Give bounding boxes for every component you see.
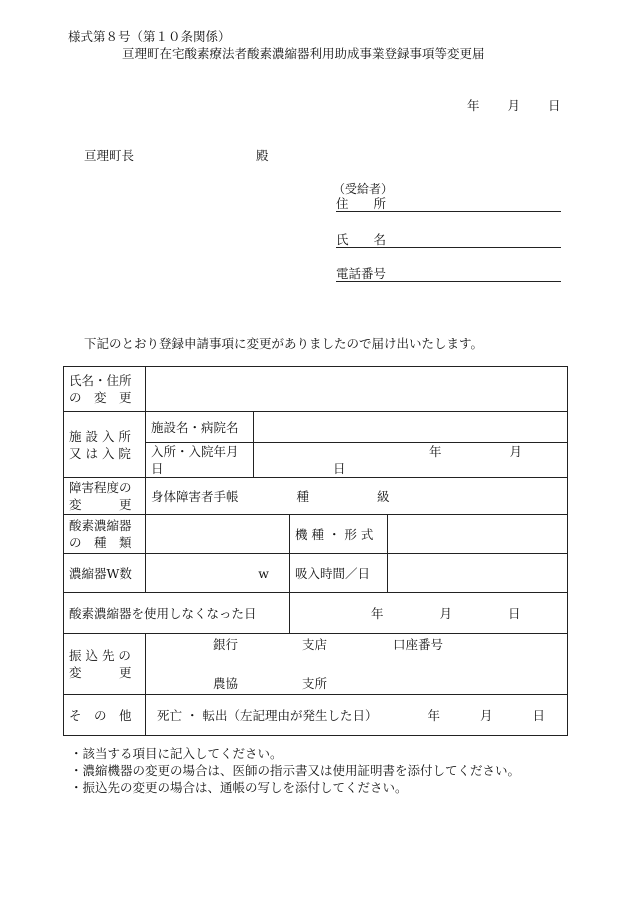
facility-name-cell[interactable]	[254, 412, 568, 443]
name-label: 氏 名	[336, 232, 387, 247]
table-row	[64, 367, 568, 412]
agri-coop-cell[interactable]	[146, 666, 568, 695]
bank-cell[interactable]	[146, 634, 568, 667]
year-label: 年	[467, 98, 480, 113]
watt-unit: w	[258, 565, 269, 581]
other-day: 日	[532, 707, 545, 723]
concentrator-type-label: 酸素濃縮器の 種 類	[64, 515, 146, 554]
table-row	[64, 478, 568, 515]
agri-coop-label: 農協	[213, 676, 239, 691]
other-cell[interactable]	[146, 695, 568, 736]
applicant-heading: （受給者）	[333, 182, 394, 196]
other-label: そ の 他	[64, 695, 146, 736]
facility-entry-label: 施 設 入 所 又 は 入 院	[64, 412, 146, 478]
notes	[70, 745, 520, 796]
stopped-month: 月	[439, 605, 453, 621]
model-label: 機 種 ・ 形 式	[290, 515, 388, 554]
document-title: 亘理町在宅酸素療法者酸素濃縮器利用助成事業登録事項等変更届	[122, 46, 485, 61]
disability-change-label: 障害程度の変 更	[64, 478, 146, 515]
entry-month: 月	[509, 444, 523, 459]
table-row	[64, 412, 568, 443]
entry-year: 年	[429, 444, 442, 459]
note-item: ・該当する項目に記入してください。	[70, 746, 283, 761]
account-number-label: 口座番号	[393, 637, 444, 652]
model-cell[interactable]	[388, 515, 568, 554]
form-number: 様式第８号（第１０条関係）	[68, 29, 231, 44]
name-address-change-label: 氏名・住所の 変 更	[64, 367, 146, 412]
stopped-use-label: 酸素濃縮器を使用しなくなった日	[64, 593, 290, 634]
branch-label: 支店	[302, 637, 328, 652]
table-row	[64, 695, 568, 736]
phone-label: 電話番号	[336, 266, 387, 281]
name-field[interactable]	[336, 230, 561, 248]
disability-handbook-label: 身体障害者手帳	[151, 488, 239, 504]
inhalation-time-label: 吸入時間／日	[290, 554, 388, 593]
month-label: 月	[507, 98, 521, 113]
address-field[interactable]	[336, 194, 561, 212]
intro-text: 下記のとおり登録申請事項に変更がありましたので届け出いたします。	[84, 336, 484, 351]
stopped-use-cell[interactable]	[290, 593, 568, 634]
day-label: 日	[548, 98, 561, 113]
other-text: 死亡 ・ 転出（左記理由が発生した日）	[157, 707, 378, 723]
table-row	[64, 634, 568, 667]
phone-field[interactable]	[336, 264, 561, 282]
submission-date	[467, 96, 561, 114]
entry-date-cell[interactable]	[254, 443, 568, 478]
entry-date-label: 入所・入院年月日	[146, 443, 254, 478]
name-address-change-cell[interactable]	[146, 367, 568, 412]
table-row	[64, 593, 568, 634]
other-month: 月	[479, 707, 493, 723]
note-item: ・振込先の変更の場合は、通帳の写しを添付してください。	[70, 780, 408, 795]
addressee-honorific: 殿	[256, 148, 269, 163]
table-row	[64, 554, 568, 593]
table-row	[64, 515, 568, 554]
inhalation-time-cell[interactable]	[388, 554, 568, 593]
grade-label: 級	[377, 488, 390, 504]
concentrator-type-cell[interactable]	[146, 515, 290, 554]
bank-label: 銀行	[213, 637, 239, 652]
wattage-cell[interactable]	[146, 554, 290, 593]
kind-label: 種	[296, 488, 310, 504]
other-year: 年	[427, 707, 440, 723]
addressee-name: 亘理町長	[84, 148, 135, 163]
stopped-year: 年	[371, 605, 384, 621]
disability-change-cell[interactable]	[146, 478, 568, 515]
stopped-day: 日	[508, 605, 521, 621]
address-label: 住 所	[336, 196, 387, 211]
transfer-change-label: 振 込 先 の 変 更	[64, 634, 146, 695]
wattage-label: 濃縮器W数	[64, 554, 146, 593]
branch2-label: 支所	[302, 676, 328, 691]
entry-day: 日	[333, 461, 346, 476]
note-item: ・濃縮機器の変更の場合は、医師の指示書又は使用証明書を添付してください。	[70, 763, 521, 778]
facility-name-label: 施設名・病院名	[146, 412, 254, 443]
change-form-table	[63, 366, 568, 736]
